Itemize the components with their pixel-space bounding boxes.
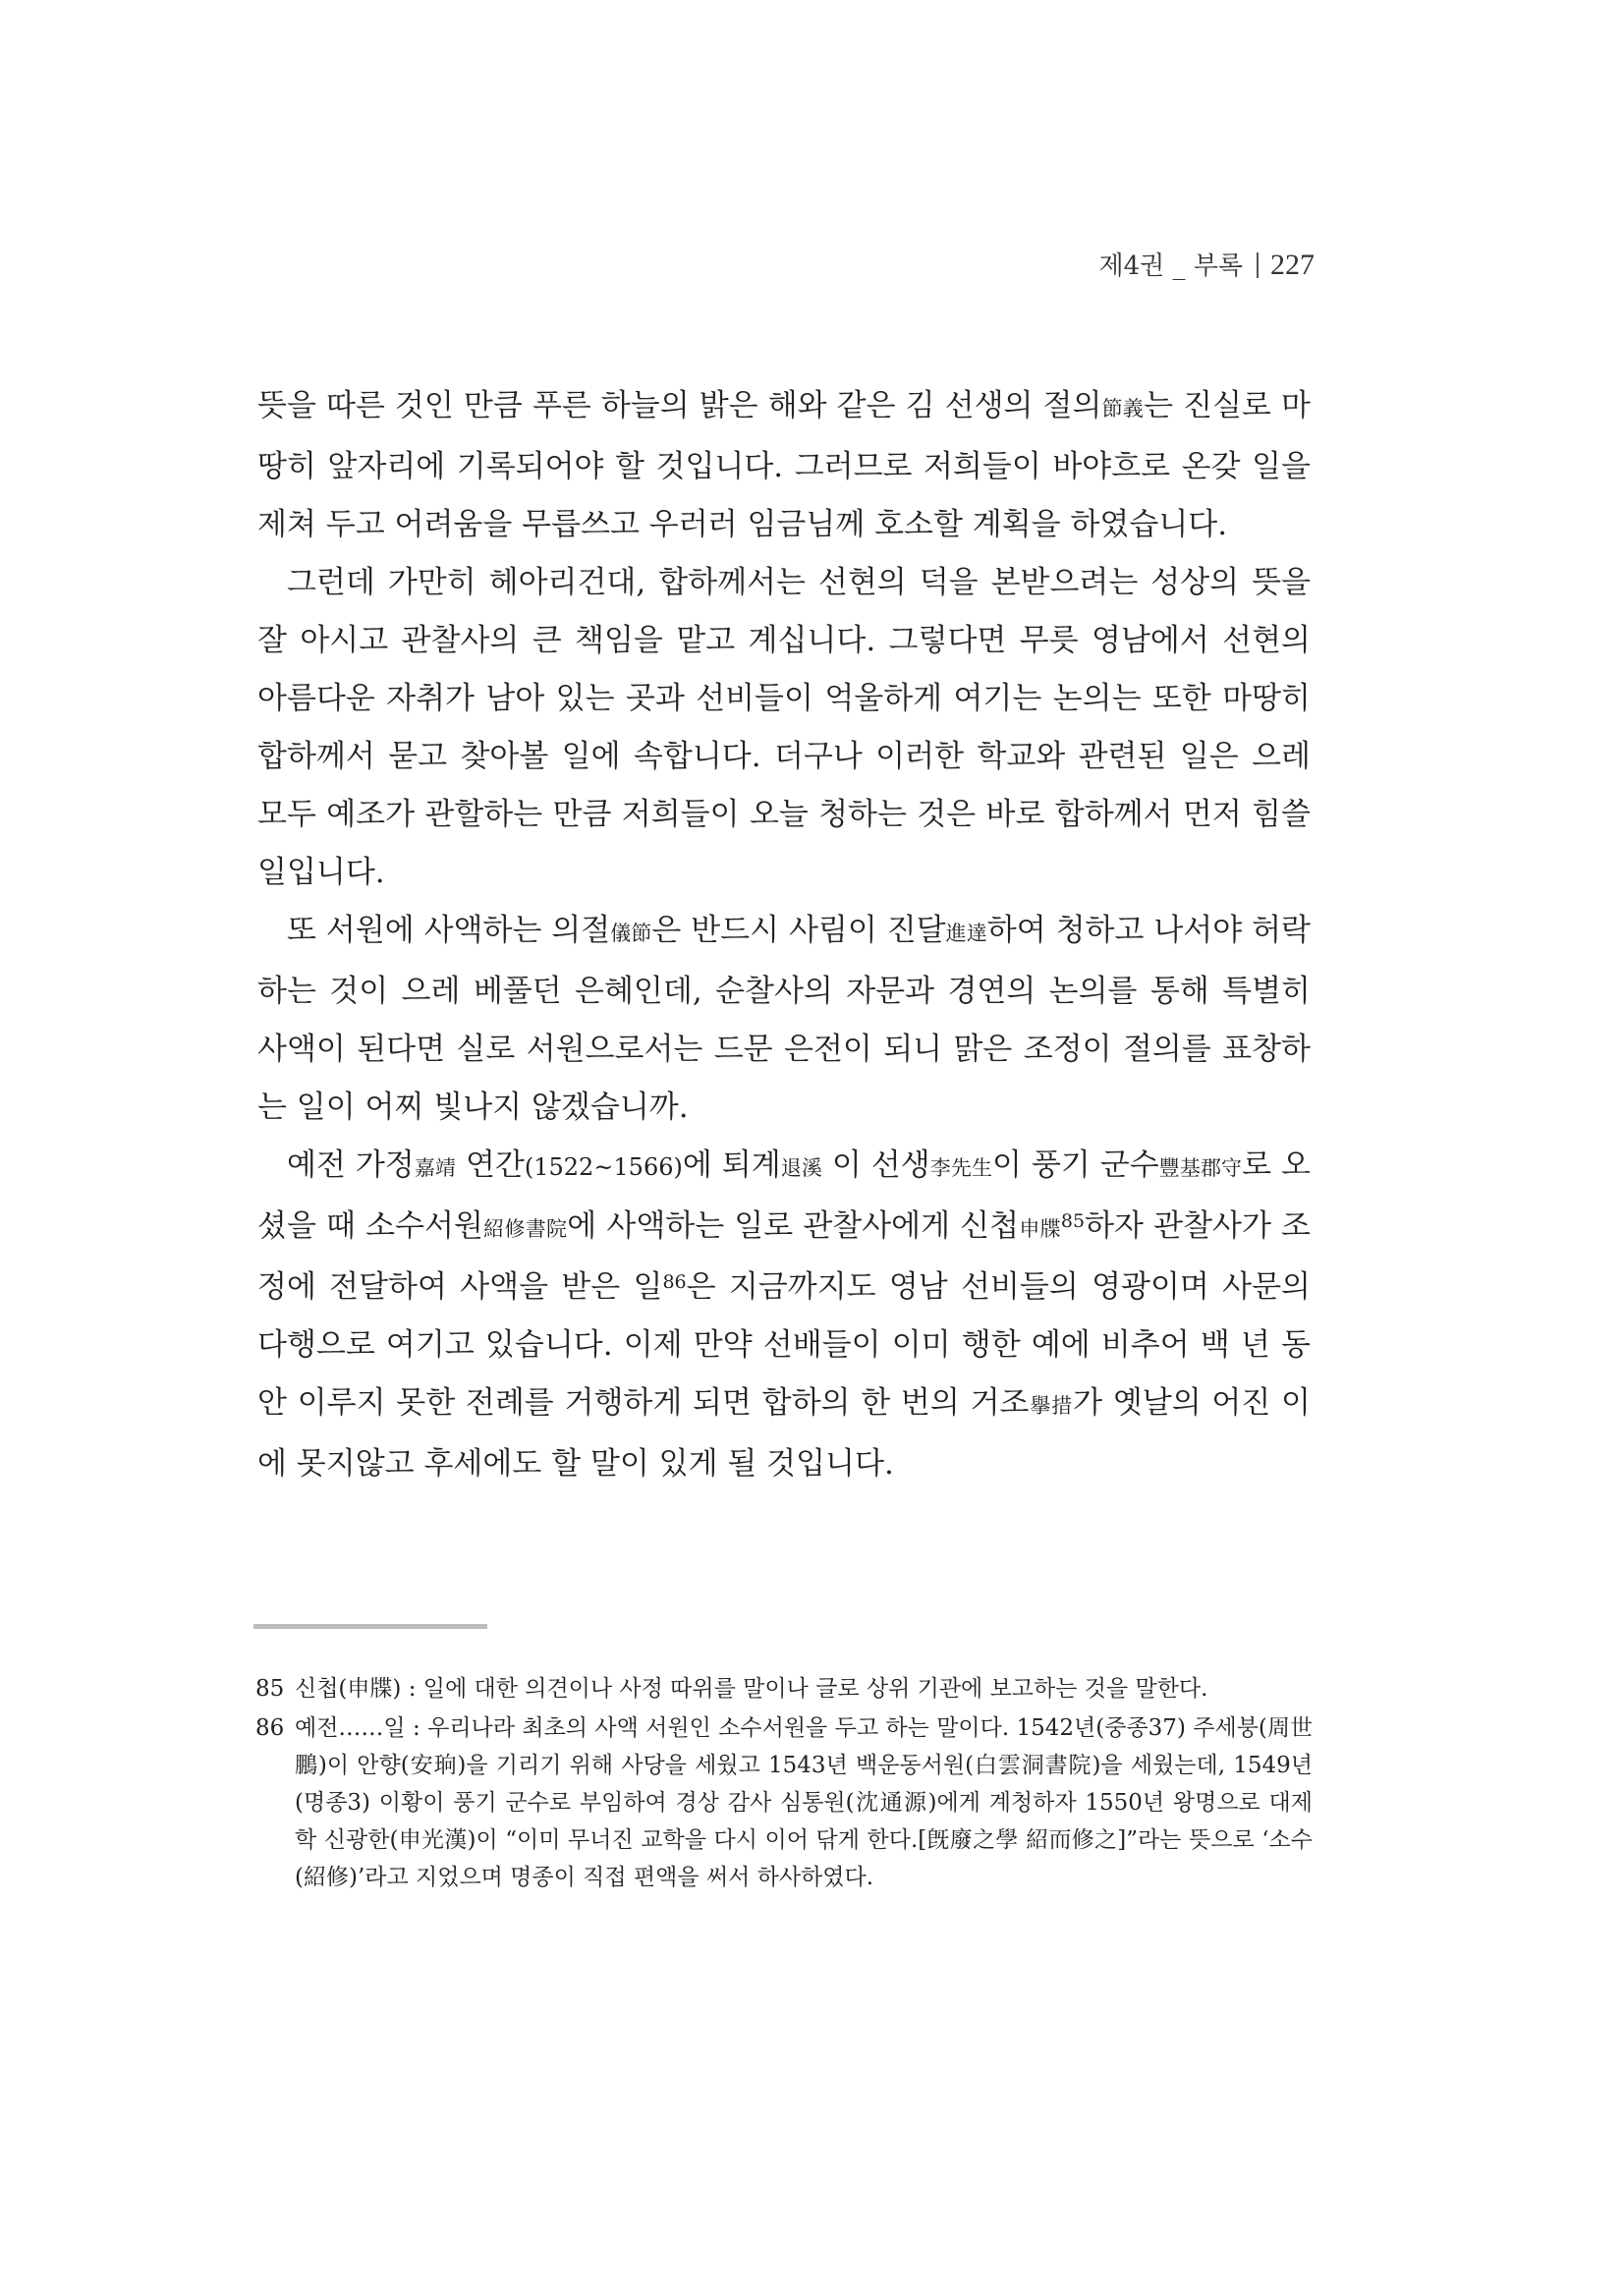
footnote-86 bbox=[255, 1709, 1313, 1896]
page-number: 227 bbox=[1270, 249, 1315, 281]
footnotes bbox=[255, 1670, 1313, 1898]
hanja-gloss: 申牒 bbox=[1019, 1217, 1061, 1241]
year-range: (1522~1566) bbox=[524, 1153, 683, 1181]
hanja-gloss: 紹修書院 bbox=[482, 1217, 568, 1241]
footnote-ref-86[interactable]: 86 bbox=[662, 1271, 687, 1293]
header-dash: _ bbox=[1172, 252, 1186, 281]
footnote-text: 예전……일 : 우리나라 최초의 사액 서원인 소수서원을 두고 하는 말이다. 1542년(중종37) 주세붕(周世鵬)이 안향(安珦)을 기리기 위해 사당을 세웠고 1543년 백운동서원(白雲洞書院)을 세웠는데, 1549년(명종3) 이황이 풍기 군수로 부임하여 경상 감사 심통원(沈通源)에게 계청하자 1550년 왕명으로 대제학 신광한(申光漢)이 “이미 무너진 교학을 다시 이어 닦게 한다.[旣廢之學 紹而修之]”라는 뜻으로 ‘소수(紹修)’라고 지었으며 명종이 직접 편액을 써서 하사하였다. bbox=[295, 1715, 1313, 1890]
paragraph-2: 그런데 가만히 헤아리건대, 합하께서는 선현의 덕을 본받으려는 성상의 뜻을 잘 아시고 관찰사의 큰 책임을 맡고 계십니다. 그렇다면 무릇 영남에서 선현의 아름다운 자취가 남아 있는 곳과 선비들이 억울하게 여기는 논의는 또한 마땅히 합하께서 묻고 찾아볼 일에 속합니다. 더구나 이러한 학교와 관련된 일은 으레 모두 예조가 관할하는 만큼 저희들이 오늘 청하는 것은 바로 합하께서 먼저 힘쓸 일입니다. bbox=[257, 565, 1311, 890]
footnote-divider bbox=[253, 1624, 487, 1629]
section-label: 부록 bbox=[1193, 252, 1243, 281]
hanja-gloss: 進達 bbox=[945, 922, 987, 945]
header-separator bbox=[1257, 252, 1259, 278]
hanja-gloss: 豐基郡守 bbox=[1158, 1156, 1243, 1180]
footnote-number: 85 bbox=[255, 1676, 285, 1702]
hanja-gloss: 擧措 bbox=[1029, 1394, 1074, 1418]
footnote-number: 86 bbox=[255, 1715, 285, 1741]
hanja-gloss: 退溪 bbox=[780, 1156, 822, 1180]
footnote-85 bbox=[255, 1670, 1313, 1708]
footnote-text: 신첩(申牒) : 일에 대한 의견이나 사정 따위를 말이나 글로 상위 기관에 보고하는 것을 말한다. bbox=[295, 1676, 1208, 1702]
hanja-gloss: 李先生 bbox=[929, 1156, 993, 1180]
running-head bbox=[1098, 246, 1315, 282]
hanja-gloss: 嘉靖 bbox=[414, 1156, 457, 1180]
volume-label: 제4권 bbox=[1098, 252, 1165, 281]
footnote-ref-85[interactable]: 85 bbox=[1060, 1210, 1086, 1232]
paragraph-3: 또 서원에 사액하는 의절儀節은 반드시 사림이 진달進達하여 청하고 나서야 허락하는 것이 으레 베풀던 은혜인데, 순찰사의 자문과 경연의 논의를 통해 특별히 사액이 된다면 실로 서원으로서는 드문 은전이 되니 맑은 조정이 절의를 표창하는 일이 어찌 빛나지 않겠습니까. bbox=[257, 913, 1311, 1125]
body-text bbox=[257, 377, 1311, 1493]
hanja-gloss: 儀節 bbox=[610, 922, 652, 945]
paragraph-4: 예전 가정嘉靖 연간(1522~1566)에 퇴계退溪 이 선생李先生이 풍기 군수豐基郡守로 오셨을 때 소수서원紹修書院에 사액하는 일로 관찰사에게 신첩申牒$^{85}$하자 관찰사가 조정에 전달하여 사액을 받은 일$^{86}$은 지금까지도 영남 선비들의 영광이며 사문의 다행으로 여기고 있습니다. 이제 만약 선배들이 이미 행한 예에 비추어 백 년 동안 이루지 못한 전례를 거행하게 되면 합하의 한 번의 거조擧措가 옛날의 어진 이에 못지않고 후세에도 할 말이 있게 될 것입니다. bbox=[257, 1148, 1311, 1482]
hanja-gloss: 節義 bbox=[1101, 397, 1145, 420]
paragraph-1: 뜻을 따른 것인 만큼 푸른 하늘의 밝은 해와 같은 김 선생의 절의節義는 진실로 마땅히 앞자리에 기록되어야 할 것입니다. 그러므로 저희들이 바야흐로 온갖 일을 제쳐 두고 어려움을 무릅쓰고 우러러 임금님께 호소할 계획을 하였습니다. bbox=[257, 388, 1311, 542]
